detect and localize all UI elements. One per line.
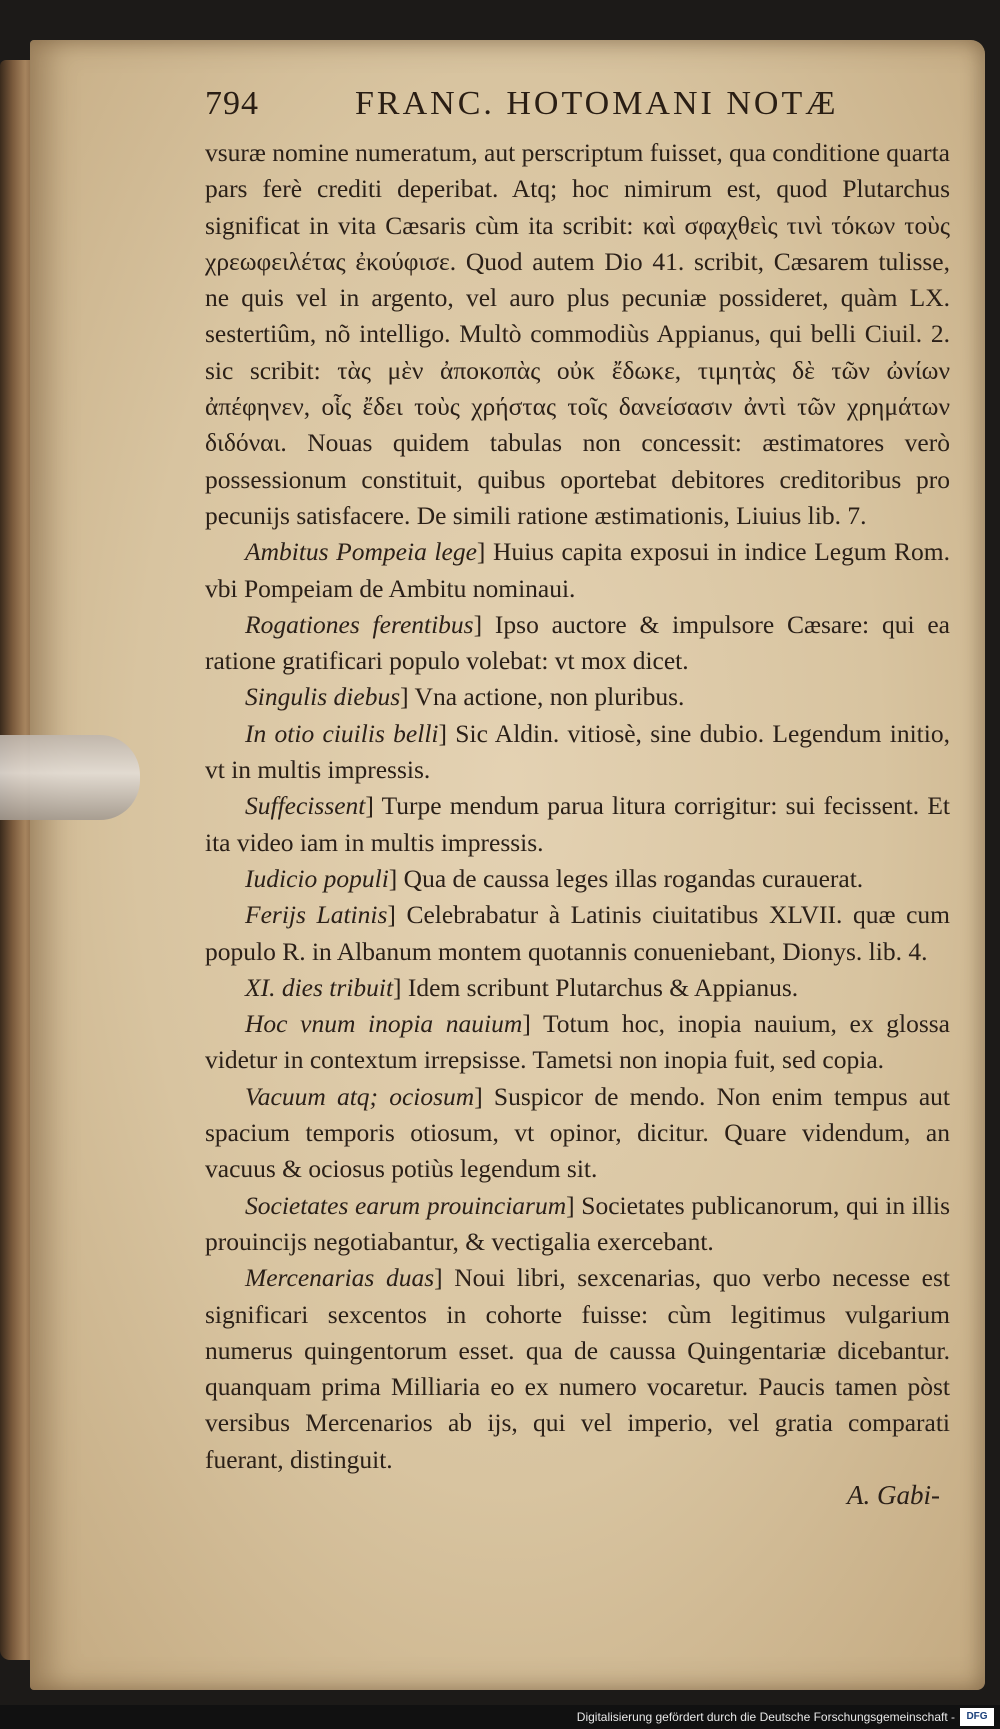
- paragraph-text: ] Noui libri, sexcenarias, quo verbo necesse est significari sexcentos in cohorte fuisse: cùm legitimus vulgarium numerus quingentorum esset. qua de caussa Quingentariæ dicebantur. quanquam prima Milliaria eo ex numero vocaretur. Paucis tamen pòst versibus Mercenarios ab ijs, qui vel imperio, vel gratia comparati fuerant, distinguit.: [205, 1263, 950, 1474]
- paragraph-text: ] Societates publicanorum, qui in illis prouincijs negotiabantur, & vectigalia exercebant.: [205, 1190, 950, 1256]
- paragraph-text: ] Qua de caussa leges illas rogandas curauerat.: [388, 863, 864, 893]
- digitization-footer: [0, 1705, 1000, 1729]
- paragraph: [205, 1079, 950, 1188]
- paragraph: [205, 1006, 950, 1079]
- paragraph: [205, 970, 950, 1006]
- lemma: In otio ciuilis belli: [245, 718, 439, 748]
- commentary-text: [205, 135, 950, 1478]
- paragraph-text: ] Suspicor de mendo. Non enim tempus aut spacium temporis otiosum, vt opinor, dicitur. Quare videndum, an vacuus & ociosus potiùs legendum sit.: [205, 1081, 950, 1184]
- paragraph: [205, 716, 950, 789]
- lemma: Singulis diebus: [245, 682, 401, 712]
- paragraph: [205, 135, 950, 534]
- lemma: Iudicio populi: [245, 863, 389, 893]
- lemma: Societates earum prouinciarum: [245, 1190, 567, 1220]
- catchword: A. Gabi-: [847, 1480, 940, 1510]
- paragraph: [205, 897, 950, 970]
- paragraph: [205, 861, 950, 897]
- paragraph-text: ] Idem scribunt Plutarchus & Appianus.: [393, 972, 799, 1002]
- paragraph: [205, 788, 950, 861]
- lemma: Ferijs Latinis: [245, 900, 388, 930]
- paragraph-text: vsuræ nomine numeratum, aut perscriptum fuisset, qua conditione quarta pars ferè crediti deperibat. Atq; hoc nimirum est, quod Plutarchus significat in vita Cæsaris cùm ita scribit: καὶ σφαχθεὶς τινὶ τόκων τοὺς χρεωφειλέτας ἐκούφισε. Quod autem Dio 41. scribit, Cæsarem tulisse, ne quis vel in argento, vel auro plus pecuniæ possideret, quàm LX. sestertiûm, nõ intelligo. Multò commodiùs Appianus, qui belli Ciuil. 2. sic scribit: τὰς μὲν ἀποκοπὰς οὐκ ἔδωκε, τιμητὰς δὲ τῶν ὠνίων ἀπέφηνεν, οἷς ἔδει τοὺς χρήστας τοῖς δανείσασιν ἀντὶ τῶν χρημάτων διδόναι. Nouas quidem tabulas non concessit: æstimatores verò possessionum constituit, quibus oportebat debitores creditoribus pro pecunijs satisfacere. De simili ratione æstimationis, Liuius lib. 7.: [205, 138, 950, 530]
- lemma: Mercenarias duas: [245, 1263, 435, 1293]
- paragraph-text: ] Turpe mendum parua litura corrigitur: sui fecissent. Et ita video iam in multis impressis.: [205, 791, 950, 857]
- paragraph-text: ] Huius capita exposui in indice Legum Rom. vbi Pompeiam de Ambitu nominaui.: [205, 537, 950, 603]
- page-header: [205, 85, 955, 130]
- dfg-logo: DFG: [960, 1708, 994, 1726]
- page-number: 794: [205, 85, 259, 122]
- lemma: Ambitus Pompeia lege: [245, 537, 477, 567]
- paragraph-text: ] Sic Aldin. vitiosè, sine dubio. Legendum initio, vt in multis impressis.: [205, 718, 950, 785]
- paragraph: [205, 1260, 950, 1478]
- running-title: FRANC. HOTOMANI NOTÆ: [355, 85, 839, 122]
- lemma: Suffecissent: [245, 791, 366, 821]
- lemma: Rogationes ferentibus: [245, 609, 474, 639]
- paragraph: [205, 534, 950, 607]
- lemma: Hoc vnum inopia nauium: [245, 1009, 523, 1039]
- paragraph-text: ] Celebrabatur à Latinis ciuitatibus XLVII. quæ cum populo R. in Albanum montem quotannis conueniebant, Dionys. lib. 4.: [205, 900, 950, 966]
- paragraph: [205, 679, 950, 715]
- paragraph: [205, 1188, 950, 1261]
- page-clip: [0, 735, 140, 820]
- lemma: XI. dies tribuit: [245, 972, 394, 1002]
- paragraph-text: ] Totum hoc, inopia nauium, ex glossa videtur in contextum irrepsisse. Tametsi non inopia fuit, sed copia.: [205, 1009, 951, 1075]
- paragraph-text: ] Ipso auctore & impulsore Cæsare: qui ea ratione gratificari populo volebat: vt mox dicet.: [205, 609, 950, 676]
- lemma: Vacuum atq; ociosum: [245, 1081, 475, 1111]
- paragraph: [205, 607, 950, 680]
- footer-credit: Digitalisierung gefördert durch die Deutsche Forschungsgemeinschaft -: [576, 1710, 955, 1724]
- paragraph-text: ] Vna actione, non pluribus.: [400, 682, 685, 712]
